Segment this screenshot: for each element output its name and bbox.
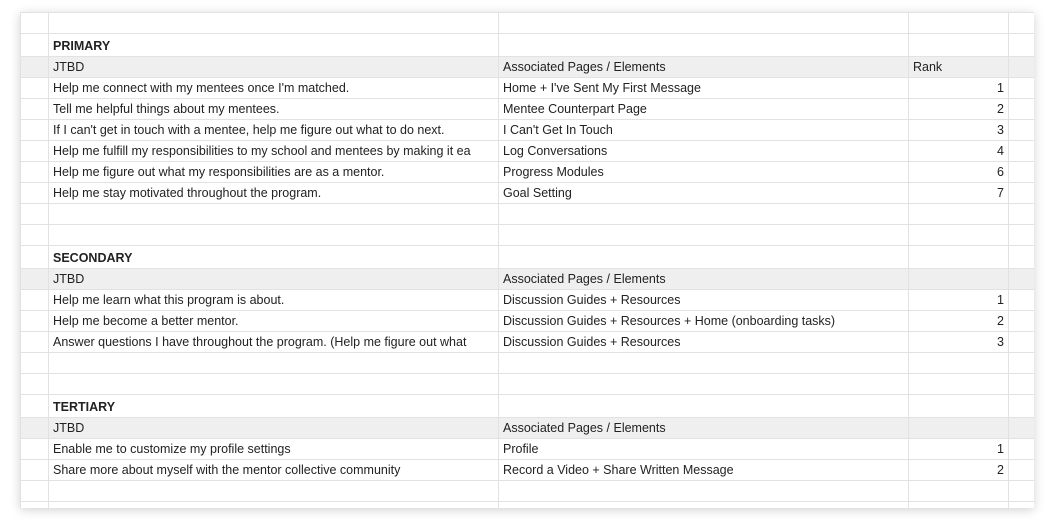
- pages-cell[interactable]: Discussion Guides + Resources: [499, 332, 909, 353]
- table-row: [21, 460, 1035, 481]
- cell[interactable]: [1009, 439, 1035, 460]
- cell[interactable]: [49, 225, 499, 246]
- cell[interactable]: [1009, 34, 1035, 57]
- cell[interactable]: [1009, 311, 1035, 332]
- primary-column-header-row: [21, 57, 1035, 78]
- cell[interactable]: [499, 246, 909, 269]
- rank-cell[interactable]: 3: [909, 332, 1009, 353]
- rank-cell[interactable]: 3: [909, 120, 1009, 141]
- cell[interactable]: [1009, 395, 1035, 418]
- cell[interactable]: [21, 311, 49, 332]
- cell[interactable]: [21, 183, 49, 204]
- cell[interactable]: [1009, 204, 1035, 225]
- cell[interactable]: [1009, 120, 1035, 141]
- pages-column-header[interactable]: Associated Pages / Elements: [499, 418, 909, 439]
- table-row: [21, 120, 1035, 141]
- cell[interactable]: [499, 502, 909, 509]
- cell[interactable]: [49, 481, 499, 502]
- jtbd-cell[interactable]: Help me become a better mentor.: [49, 311, 499, 332]
- pages-cell[interactable]: I Can't Get In Touch: [499, 120, 909, 141]
- cell[interactable]: [21, 99, 49, 120]
- table-row: [21, 183, 1035, 204]
- cell[interactable]: [1009, 290, 1035, 311]
- cell[interactable]: [499, 204, 909, 225]
- cell[interactable]: [1009, 481, 1035, 502]
- table-row: [21, 439, 1035, 460]
- table-row: [21, 78, 1035, 99]
- cell[interactable]: [909, 353, 1009, 374]
- cell[interactable]: [1009, 162, 1035, 183]
- tertiary-title-row: [21, 395, 1035, 418]
- rank-cell[interactable]: 6: [909, 162, 1009, 183]
- jtbd-cell[interactable]: Help me stay motivated throughout the program.: [49, 183, 499, 204]
- cell[interactable]: [49, 13, 499, 34]
- jtbd-column-header[interactable]: JTBD: [49, 269, 499, 290]
- table-row: [21, 332, 1035, 353]
- cell[interactable]: [499, 225, 909, 246]
- cell[interactable]: [49, 353, 499, 374]
- pages-cell[interactable]: Progress Modules: [499, 162, 909, 183]
- jtbd-cell[interactable]: Help me learn what this program is about.: [49, 290, 499, 311]
- cell[interactable]: [499, 34, 909, 57]
- cell[interactable]: [21, 290, 49, 311]
- jtbd-cell[interactable]: Answer questions I have throughout the program. (Help me figure out what: [49, 332, 499, 353]
- table-row: [21, 162, 1035, 183]
- rank-column-header[interactable]: [909, 269, 1009, 290]
- cell[interactable]: [1009, 418, 1035, 439]
- pages-cell[interactable]: Goal Setting: [499, 183, 909, 204]
- pages-column-header[interactable]: Associated Pages / Elements: [499, 57, 909, 78]
- cell[interactable]: [21, 439, 49, 460]
- tertiary-column-header-row: [21, 418, 1035, 439]
- cell[interactable]: [21, 460, 49, 481]
- blank-row: [21, 502, 1035, 509]
- cell[interactable]: [1009, 269, 1035, 290]
- rank-cell[interactable]: 1: [909, 439, 1009, 460]
- rank-cell[interactable]: 7: [909, 183, 1009, 204]
- cell[interactable]: [1009, 460, 1035, 481]
- cell[interactable]: [909, 204, 1009, 225]
- jtbd-cell[interactable]: Help me fulfill my responsibilities to my school and mentees by making it ea: [49, 141, 499, 162]
- jtbd-cell[interactable]: Help me connect with my mentees once I'm matched.: [49, 78, 499, 99]
- cell[interactable]: [909, 374, 1009, 395]
- cell[interactable]: [1009, 99, 1035, 120]
- cell[interactable]: [21, 204, 49, 225]
- cell[interactable]: [21, 13, 49, 34]
- cell[interactable]: [21, 57, 49, 78]
- secondary-column-header-row: [21, 269, 1035, 290]
- spreadsheet-grid: [20, 12, 1034, 508]
- pages-cell[interactable]: Profile: [499, 439, 909, 460]
- rank-cell[interactable]: 2: [909, 99, 1009, 120]
- cell[interactable]: [909, 13, 1009, 34]
- cell[interactable]: [499, 13, 909, 34]
- cell[interactable]: [1009, 502, 1035, 509]
- secondary-section-title[interactable]: SECONDARY: [49, 246, 499, 269]
- cell[interactable]: [499, 353, 909, 374]
- table-row: [21, 311, 1035, 332]
- rank-cell[interactable]: 4: [909, 141, 1009, 162]
- table-row: [21, 99, 1035, 120]
- cell[interactable]: [1009, 57, 1035, 78]
- table-row: [21, 141, 1035, 162]
- cell[interactable]: [499, 481, 909, 502]
- blank-row: [21, 481, 1035, 502]
- jtbd-cell[interactable]: Enable me to customize my profile settings: [49, 439, 499, 460]
- blank-row: [21, 204, 1035, 225]
- cell[interactable]: [909, 395, 1009, 418]
- cell[interactable]: [1009, 141, 1035, 162]
- cell[interactable]: [21, 120, 49, 141]
- tertiary-section-title[interactable]: TERTIARY: [49, 395, 499, 418]
- cell[interactable]: [1009, 78, 1035, 99]
- cell[interactable]: [909, 481, 1009, 502]
- cell[interactable]: [21, 269, 49, 290]
- jtbd-cell[interactable]: Share more about myself with the mentor collective community: [49, 460, 499, 481]
- spreadsheet: [20, 12, 1034, 508]
- cell[interactable]: [21, 374, 49, 395]
- rank-column-header[interactable]: Rank: [909, 57, 1009, 78]
- cell[interactable]: [49, 204, 499, 225]
- cell[interactable]: [21, 502, 49, 509]
- cell[interactable]: [21, 395, 49, 418]
- cell[interactable]: [1009, 374, 1035, 395]
- cell[interactable]: [49, 374, 499, 395]
- blank-row: [21, 225, 1035, 246]
- grid-body: [21, 13, 1035, 509]
- cell[interactable]: [21, 353, 49, 374]
- rank-column-header[interactable]: [909, 418, 1009, 439]
- rank-cell[interactable]: 2: [909, 460, 1009, 481]
- jtbd-cell[interactable]: If I can't get in touch with a mentee, help me figure out what to do next.: [49, 120, 499, 141]
- cell[interactable]: [1009, 225, 1035, 246]
- primary-title-row: [21, 34, 1035, 57]
- blank-row: [21, 13, 1035, 34]
- pages-cell[interactable]: Log Conversations: [499, 141, 909, 162]
- pages-cell[interactable]: Home + I've Sent My First Message: [499, 78, 909, 99]
- rank-cell[interactable]: 1: [909, 78, 1009, 99]
- blank-row: [21, 374, 1035, 395]
- pages-column-header[interactable]: Associated Pages / Elements: [499, 269, 909, 290]
- jtbd-cell[interactable]: Help me figure out what my responsibilities are as a mentor.: [49, 162, 499, 183]
- cell[interactable]: [1009, 13, 1035, 34]
- cell[interactable]: [21, 246, 49, 269]
- jtbd-column-header[interactable]: JTBD: [49, 418, 499, 439]
- cell[interactable]: [21, 141, 49, 162]
- secondary-title-row: [21, 246, 1035, 269]
- cell[interactable]: [909, 34, 1009, 57]
- cell[interactable]: [909, 246, 1009, 269]
- pages-cell[interactable]: Discussion Guides + Resources + Home (onboarding tasks): [499, 311, 909, 332]
- cell[interactable]: [499, 395, 909, 418]
- cell[interactable]: [21, 162, 49, 183]
- cell[interactable]: [21, 332, 49, 353]
- cell[interactable]: [21, 225, 49, 246]
- cell[interactable]: [1009, 332, 1035, 353]
- cell[interactable]: [21, 418, 49, 439]
- cell[interactable]: [909, 225, 1009, 246]
- cell[interactable]: [499, 374, 909, 395]
- jtbd-cell[interactable]: Tell me helpful things about my mentees.: [49, 99, 499, 120]
- pages-cell[interactable]: Mentee Counterpart Page: [499, 99, 909, 120]
- cell[interactable]: [21, 78, 49, 99]
- cell[interactable]: [21, 481, 49, 502]
- pages-cell[interactable]: Discussion Guides + Resources: [499, 290, 909, 311]
- rank-cell[interactable]: 2: [909, 311, 1009, 332]
- cell[interactable]: [1009, 353, 1035, 374]
- cell[interactable]: [909, 502, 1009, 509]
- rank-cell[interactable]: 1: [909, 290, 1009, 311]
- cell[interactable]: [1009, 246, 1035, 269]
- pages-cell[interactable]: Record a Video + Share Written Message: [499, 460, 909, 481]
- jtbd-column-header[interactable]: JTBD: [49, 57, 499, 78]
- cell[interactable]: [1009, 183, 1035, 204]
- cell[interactable]: [49, 502, 499, 509]
- table-row: [21, 290, 1035, 311]
- blank-row: [21, 353, 1035, 374]
- cell[interactable]: [21, 34, 49, 57]
- primary-section-title[interactable]: PRIMARY: [49, 34, 499, 57]
